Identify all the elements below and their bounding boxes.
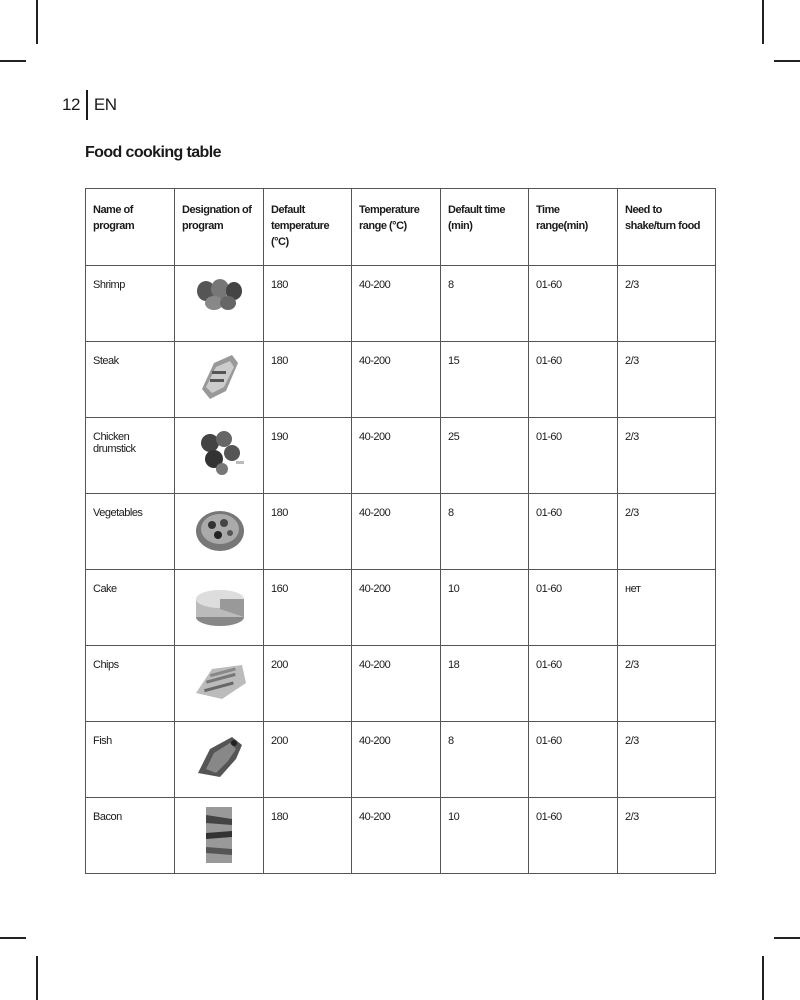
table-row	[86, 646, 716, 722]
program-designation-cell	[175, 570, 264, 646]
fish-icon	[192, 729, 248, 789]
crop-mark	[0, 60, 26, 62]
shake-turn-cell: 2/3	[618, 798, 716, 874]
page-header	[62, 90, 117, 120]
crop-mark	[762, 956, 764, 1000]
default-temperature-cell: 180	[264, 798, 352, 874]
time-range-cell: 01-60	[529, 342, 618, 418]
header-divider	[86, 90, 88, 120]
table-row	[86, 570, 716, 646]
shrimp-icon	[192, 273, 248, 333]
temperature-range-cell: 40-200	[352, 646, 441, 722]
shake-turn-cell: 2/3	[618, 342, 716, 418]
default-time-cell: 25	[441, 418, 529, 494]
default-time-cell: 8	[441, 266, 529, 342]
crop-mark	[36, 0, 38, 44]
table-header-row	[86, 189, 716, 266]
program-name-cell: Steak	[86, 342, 175, 418]
program-designation-cell	[175, 418, 264, 494]
default-temperature-cell: 160	[264, 570, 352, 646]
default-time-cell: 18	[441, 646, 529, 722]
page-number: 12	[62, 95, 80, 114]
shake-turn-cell: 2/3	[618, 418, 716, 494]
temperature-range-cell: 40-200	[352, 266, 441, 342]
default-temperature-cell: 190	[264, 418, 352, 494]
temperature-range-cell: 40-200	[352, 570, 441, 646]
default-time-cell: 15	[441, 342, 529, 418]
program-name-cell: Chips	[86, 646, 175, 722]
program-designation-cell	[175, 798, 264, 874]
column-header: Time range(min)	[529, 189, 618, 266]
shake-turn-cell: 2/3	[618, 266, 716, 342]
default-time-cell: 8	[441, 722, 529, 798]
table-row	[86, 494, 716, 570]
vegetables-icon	[192, 501, 248, 561]
program-designation-cell	[175, 646, 264, 722]
program-designation-cell	[175, 494, 264, 570]
temperature-range-cell: 40-200	[352, 418, 441, 494]
crop-mark	[762, 0, 764, 44]
default-temperature-cell: 180	[264, 342, 352, 418]
language-label: EN	[93, 95, 117, 114]
time-range-cell: 01-60	[529, 722, 618, 798]
default-time-cell: 10	[441, 798, 529, 874]
column-header: Name of program	[86, 189, 175, 266]
chips-icon	[192, 653, 248, 713]
temperature-range-cell: 40-200	[352, 342, 441, 418]
crop-mark	[0, 937, 26, 939]
program-name-cell: Fish	[86, 722, 175, 798]
cake-icon	[192, 577, 248, 637]
column-header: Default time (min)	[441, 189, 529, 266]
temperature-range-cell: 40-200	[352, 798, 441, 874]
column-header: Need to shake/turn food	[618, 189, 716, 266]
table-row	[86, 342, 716, 418]
table-row	[86, 798, 716, 874]
program-name-cell: Shrimp	[86, 266, 175, 342]
default-temperature-cell: 180	[264, 266, 352, 342]
steak-icon	[192, 349, 248, 409]
crop-mark	[36, 956, 38, 1000]
column-header: Default temperature (°C)	[264, 189, 352, 266]
time-range-cell: 01-60	[529, 266, 618, 342]
default-temperature-cell: 180	[264, 494, 352, 570]
food-cooking-table	[85, 188, 716, 874]
temperature-range-cell: 40-200	[352, 722, 441, 798]
bacon-icon	[192, 805, 248, 865]
page-title: Food cooking table	[85, 144, 221, 161]
column-header: Designation of program	[175, 189, 264, 266]
program-name-cell: Cake	[86, 570, 175, 646]
program-name-cell: Vegetables	[86, 494, 175, 570]
shake-turn-cell: 2/3	[618, 494, 716, 570]
table-row	[86, 266, 716, 342]
program-name-cell: Chicken drumstick	[86, 418, 175, 494]
time-range-cell: 01-60	[529, 494, 618, 570]
temperature-range-cell: 40-200	[352, 494, 441, 570]
program-designation-cell	[175, 342, 264, 418]
column-header: Temperature range (°C)	[352, 189, 441, 266]
shake-turn-cell: 2/3	[618, 646, 716, 722]
time-range-cell: 01-60	[529, 418, 618, 494]
shake-turn-cell: 2/3	[618, 722, 716, 798]
program-designation-cell	[175, 722, 264, 798]
default-temperature-cell: 200	[264, 646, 352, 722]
default-temperature-cell: 200	[264, 722, 352, 798]
default-time-cell: 10	[441, 570, 529, 646]
table-row	[86, 418, 716, 494]
time-range-cell: 01-60	[529, 798, 618, 874]
time-range-cell: 01-60	[529, 646, 618, 722]
program-name-cell: Bacon	[86, 798, 175, 874]
table-row	[86, 722, 716, 798]
crop-mark	[774, 60, 800, 62]
crop-mark	[774, 937, 800, 939]
time-range-cell: 01-60	[529, 570, 618, 646]
program-designation-cell	[175, 266, 264, 342]
shake-turn-cell: нет	[618, 570, 716, 646]
chicken-drumstick-icon	[192, 425, 248, 485]
default-time-cell: 8	[441, 494, 529, 570]
